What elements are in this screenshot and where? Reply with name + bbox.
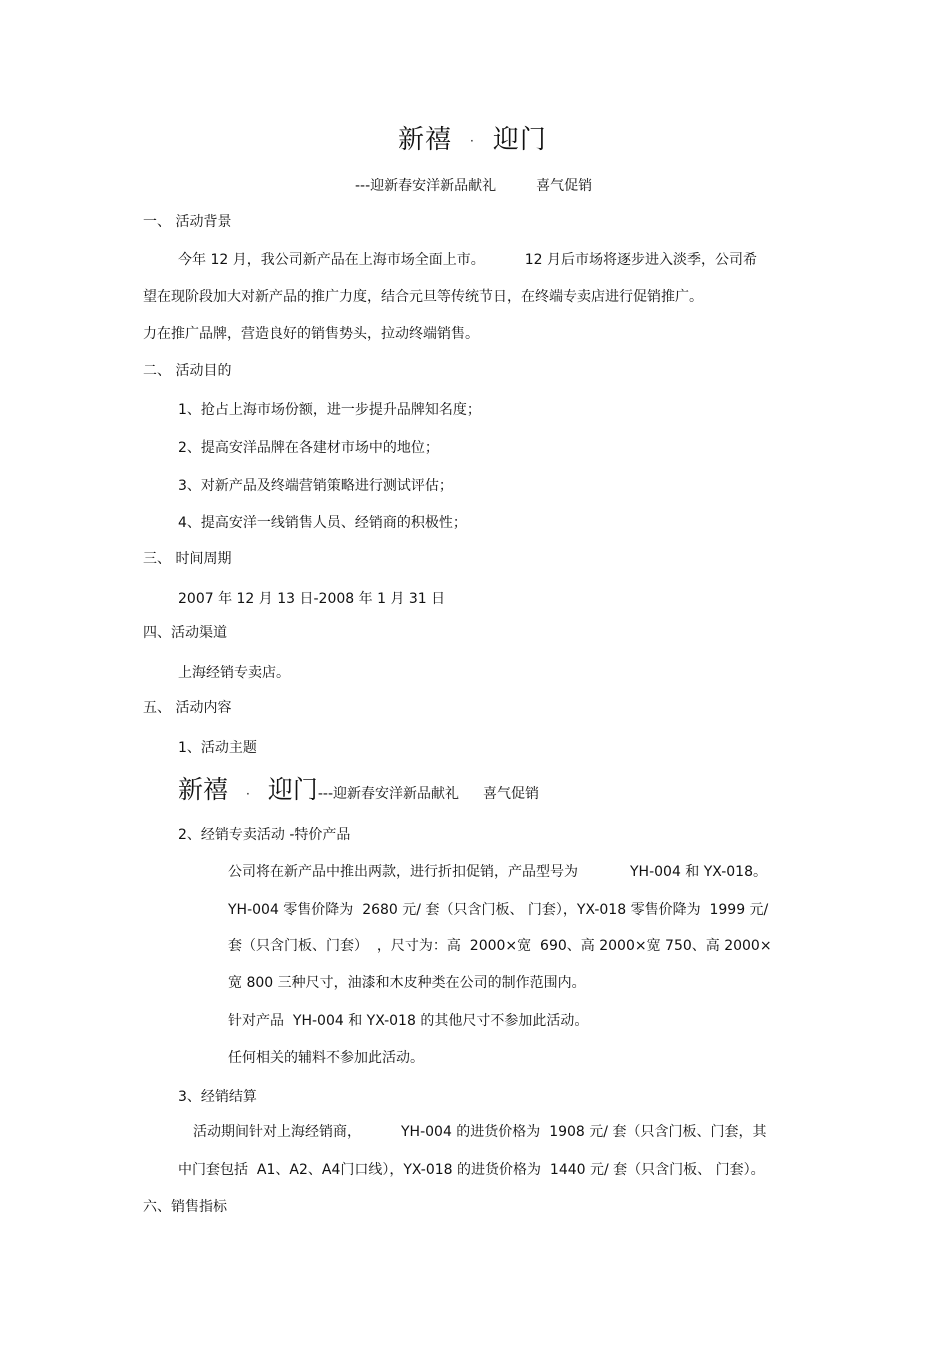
offer-line-1b: YH-004 和 YX-018。 bbox=[630, 864, 767, 880]
content-sub-theme: 1、活动主题 bbox=[178, 740, 257, 756]
subtitle-part2: 喜气促销 bbox=[536, 178, 593, 194]
section-heading-purpose: 二、 活动目的 bbox=[143, 363, 232, 379]
title-part2: 迎门 bbox=[492, 125, 547, 155]
offer-line-1 bbox=[228, 862, 767, 882]
background-line-1 bbox=[178, 250, 757, 270]
section-heading-channel: 四、活动渠道 bbox=[143, 625, 227, 641]
settlement-line-2: 中门套包括 A1、A2、A4门口线），YX-018 的进货价格为 1440 元/ 套（只含门板、 门套）。 bbox=[178, 1162, 765, 1178]
section-heading-period: 三、 时间周期 bbox=[143, 551, 232, 567]
subtitle-part1: ---迎新春安洋新品献礼 bbox=[355, 178, 497, 194]
settlement-line-1b: YH-004 的进货价格为 1908 元/ 套（只含门板、门套，其 bbox=[401, 1124, 767, 1140]
offer-line-4: 宽 800 三种尺寸，油漆和木皮种类在公司的制作范围内。 bbox=[228, 975, 586, 991]
offer-line-5: 针对产品 YH-004 和 YX-018 的其他尺寸不参加此活动。 bbox=[228, 1013, 589, 1029]
document-title bbox=[398, 124, 547, 157]
period-text: 2007 年 12 月 13 日-2008 年 1 月 31 日 bbox=[178, 591, 446, 607]
background-line-3: 力在推广品牌，营造良好的销售势头，拉动终端销售。 bbox=[143, 326, 479, 342]
section-heading-background: 一、 活动背景 bbox=[143, 214, 232, 230]
purpose-item: 2、提高安洋品牌在各建材市场中的地位； bbox=[178, 440, 439, 456]
theme-dot: · bbox=[246, 787, 250, 801]
settlement-line-1 bbox=[193, 1122, 766, 1142]
settlement-line-1a: 活动期间针对上海经销商， bbox=[193, 1124, 361, 1140]
theme-part4: 喜气促销 bbox=[483, 786, 540, 802]
background-line-2: 望在现阶段加大对新产品的推广力度，结合元旦等传统节日，在终端专卖店进行促销推广。 bbox=[143, 289, 703, 305]
section-heading-sales-target: 六、销售指标 bbox=[143, 1199, 227, 1215]
purpose-item: 4、提高安洋一线销售人员、经销商的积极性； bbox=[178, 515, 467, 531]
theme-part3: ---迎新春安洋新品献礼 bbox=[317, 786, 460, 802]
purpose-item: 1、抢占上海市场份额，进一步提升品牌知名度； bbox=[178, 402, 481, 418]
content-sub-special-offer: 2、经销专卖活动 -特价产品 bbox=[178, 827, 351, 843]
title-dot: · bbox=[470, 133, 475, 148]
offer-line-6: 任何相关的辅料不参加此活动。 bbox=[228, 1050, 424, 1066]
offer-line-3: 套（只含门板、门套） ，尺寸为：高 2000×宽 690、高 2000×宽 750、高 2000× bbox=[228, 938, 772, 954]
background-line-1a: 今年 12 月，我公司新产品在上海市场全面上市。 bbox=[178, 252, 485, 268]
title-part1: 新禧 bbox=[398, 125, 453, 155]
offer-line-1a: 公司将在新产品中推出两款，进行折扣促销，产品型号为 bbox=[228, 864, 578, 880]
section-heading-content: 五、 活动内容 bbox=[143, 700, 232, 716]
channel-text: 上海经销专卖店。 bbox=[178, 665, 290, 681]
theme-part1: 新禧 bbox=[178, 775, 229, 804]
background-line-1b: 12 月后市场将逐步进入淡季，公司希 bbox=[524, 252, 757, 268]
theme-part2: 迎门 bbox=[267, 775, 318, 804]
purpose-item: 3、对新产品及终端营销策略进行测试评估； bbox=[178, 478, 453, 494]
theme-line bbox=[178, 774, 539, 806]
content-sub-settlement: 3、经销结算 bbox=[178, 1089, 257, 1105]
document-subtitle bbox=[355, 176, 592, 196]
offer-line-2: YH-004 零售价降为 2680 元/ 套（只含门板、 门套），YX-018 零售价降为 1999 元/ bbox=[228, 902, 769, 918]
